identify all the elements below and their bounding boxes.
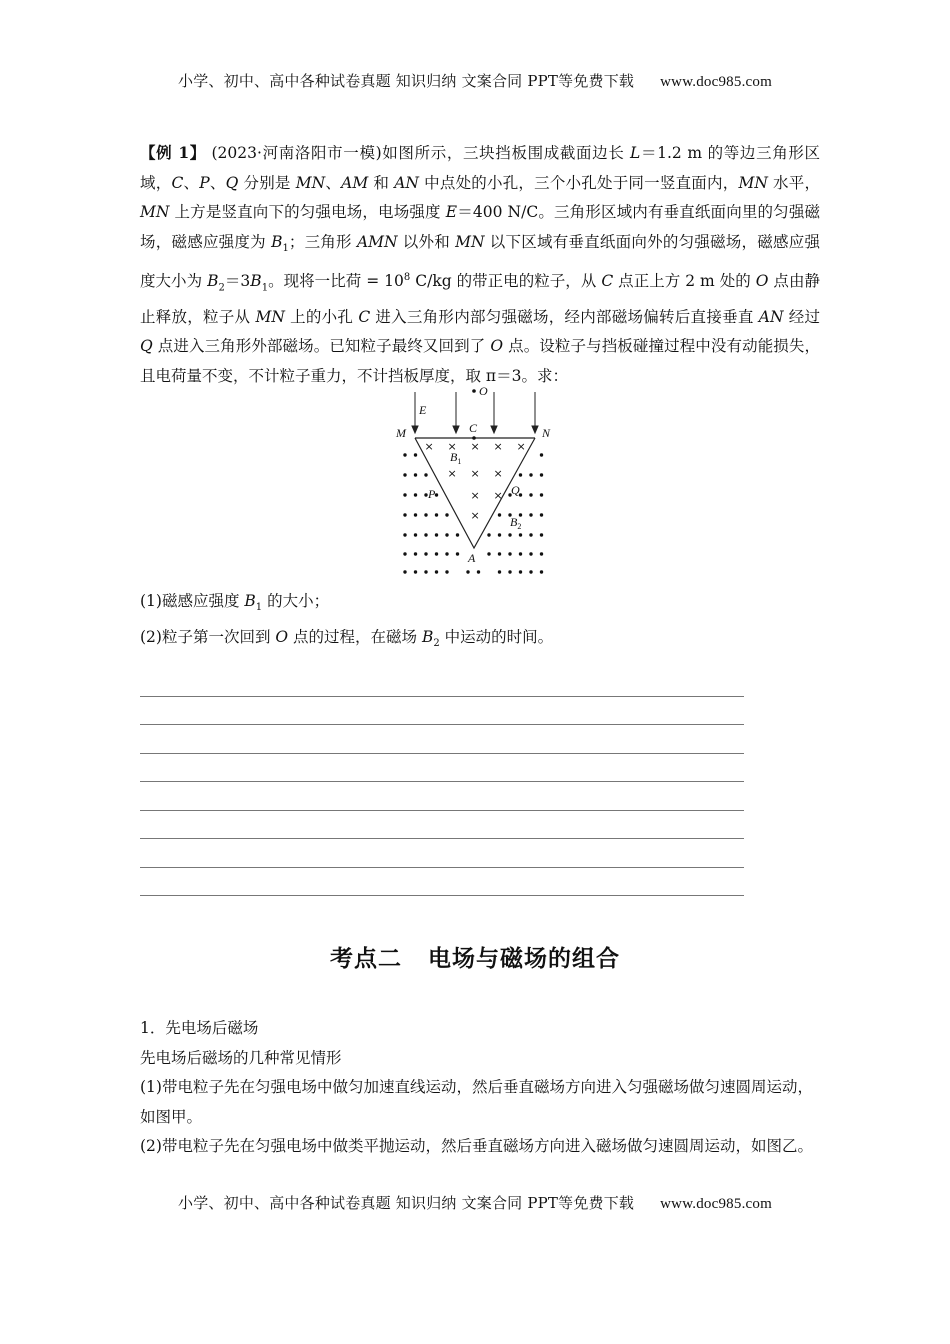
question-2: (2)粒子第一次回到 O 点的过程，在磁场 $B_2$ 中运动的时间。	[140, 627, 554, 649]
item-2: (2)带电粒子先在匀强电场中做类平抛运动，然后垂直磁场方向进入磁场做匀速圆周运动，如图乙。	[140, 1137, 813, 1155]
field-dot	[435, 552, 438, 555]
field-dot	[529, 552, 532, 555]
field-dot	[498, 570, 501, 573]
question-1: (1)磁感应强度 $B_1$ 的大小；	[140, 592, 330, 614]
field-dot	[498, 513, 501, 516]
field-dot	[435, 570, 438, 573]
field-dot	[456, 533, 459, 536]
field-dot	[529, 513, 532, 516]
answer-lines	[140, 668, 744, 896]
field-dot	[498, 533, 501, 536]
answer-line[interactable]	[140, 839, 744, 868]
answer-line[interactable]	[140, 868, 744, 897]
field-dot	[466, 570, 469, 573]
label-q: Q	[511, 483, 520, 497]
field-dot	[424, 533, 427, 536]
field-dot	[435, 513, 438, 516]
page-header	[0, 70, 950, 91]
label-a: A	[468, 551, 476, 565]
answer-line[interactable]	[140, 697, 744, 726]
point-o-dot	[472, 389, 476, 393]
field-dot	[414, 473, 417, 476]
label-b1: $B_1$	[450, 450, 462, 466]
section-title	[0, 940, 950, 973]
field-dot	[477, 570, 480, 573]
field-dot	[519, 552, 522, 555]
item-1: (1)带电粒子先在匀强电场中做匀加速直线运动，然后垂直磁场方向进入匀强磁场做匀速圆周运动，如图甲。	[140, 1078, 813, 1126]
field-dot	[414, 533, 417, 536]
page-footer	[0, 1192, 950, 1213]
header-site: www.doc985.com	[660, 74, 772, 90]
label-p: P	[428, 487, 436, 501]
label-o: O	[479, 384, 488, 398]
field-dot	[540, 552, 543, 555]
questions	[140, 587, 820, 658]
field-dot	[529, 473, 532, 476]
field-dot	[403, 473, 406, 476]
body-text	[140, 1014, 820, 1162]
field-dot	[403, 513, 406, 516]
field-dot	[403, 552, 406, 555]
example-1-text: 【例 1】 (2023·河南洛阳市一模)如图所示，三块挡板围成截面边长 L＝1.2 m 的等边三角形区域，C、P、Q 分别是 MN、AM 和 AN 中点处的小孔，三个小孔处于同一竖直面内，MN 水平，MN 上方是竖直向下的匀强电场，电场强度 E＝400 N/C。三角形区域内有垂直纸面向里的匀强磁场，磁感应强度为 $B_1$；三角形 AMN 以外和 MN 以下区域有垂直纸面向外的匀强磁场，磁感应强度大小为 $B_2=3B_1$。现将一比荷 = $10^8$ C/kg 的带正电的粒子，从 C 点正上方 2 m 处的 O 点由静止释放，粒子从 MN 上的小孔 C 进入三角形内部匀强磁场，经内部磁场偏转后直接垂直 AN 经过 Q 点进入三角形外部磁场。已知粒子最终又回到了 O 点。设粒子与挡板碰撞过程中没有动能损失，且电荷量不变，不计粒子重力，不计挡板厚度，取 π＝3。求：	[140, 143, 821, 385]
example-tag: 【例 1】	[140, 143, 206, 162]
field-dot	[456, 552, 459, 555]
answer-line[interactable]	[140, 725, 744, 754]
section-number: 考点二	[330, 946, 402, 972]
answer-line[interactable]	[140, 782, 744, 811]
field-dot	[540, 493, 543, 496]
field-cross: ×	[516, 440, 526, 453]
field-cross: ×	[493, 489, 503, 502]
field-dot	[403, 533, 406, 536]
field-dot	[529, 570, 532, 573]
answer-line[interactable]	[140, 811, 744, 840]
field-dot	[414, 552, 417, 555]
footer-site: www.doc985.com	[660, 1196, 772, 1212]
section-heading: 电场与磁场的组合	[428, 946, 620, 972]
field-dot	[445, 552, 448, 555]
field-dot	[519, 533, 522, 536]
intro-line: 先电场后磁场的几种常见情形	[140, 1048, 342, 1067]
footer-text: 小学、初中、高中各种试卷真题 知识归纳 文案合同 PPT等免费下载	[178, 1194, 635, 1212]
field-dot	[414, 453, 417, 456]
answer-line[interactable]	[140, 754, 744, 783]
field-dot	[424, 513, 427, 516]
field-dot	[435, 533, 438, 536]
field-cross: ×	[424, 440, 434, 453]
field-dot	[414, 513, 417, 516]
field-dot	[445, 513, 448, 516]
field-dot	[424, 552, 427, 555]
physics-diagram	[390, 382, 560, 582]
field-dot	[529, 493, 532, 496]
label-n: N	[542, 426, 551, 440]
field-dot	[403, 570, 406, 573]
field-dot	[519, 513, 522, 516]
field-dot	[424, 570, 427, 573]
field-dot	[424, 473, 427, 476]
hole-c-dot	[472, 436, 476, 440]
answer-line[interactable]	[140, 668, 744, 697]
field-dot	[508, 570, 511, 573]
field-cross: ×	[493, 440, 503, 453]
field-dot	[445, 533, 448, 536]
field-dot	[540, 453, 543, 456]
field-dot	[445, 570, 448, 573]
field-dot	[508, 533, 511, 536]
label-c: C	[469, 421, 478, 435]
field-cross: ×	[447, 467, 457, 480]
field-cross: ×	[470, 467, 480, 480]
field-dot	[519, 570, 522, 573]
label-e: E	[419, 403, 427, 417]
field-dot	[540, 533, 543, 536]
field-dot	[414, 493, 417, 496]
field-dot	[403, 493, 406, 496]
field-cross: ×	[470, 440, 480, 453]
field-dot	[519, 473, 522, 476]
field-dot	[498, 552, 501, 555]
field-dot	[508, 552, 511, 555]
field-dot	[414, 570, 417, 573]
label-m: M	[396, 426, 406, 440]
field-cross: ×	[493, 467, 503, 480]
field-cross: ×	[447, 440, 457, 453]
field-cross: ×	[470, 509, 480, 522]
label-b2: $B_2$	[510, 515, 522, 531]
field-dot	[540, 473, 543, 476]
field-dot	[487, 552, 490, 555]
field-dot	[529, 533, 532, 536]
field-cross: ×	[470, 489, 480, 502]
field-dot	[540, 570, 543, 573]
field-dot	[487, 533, 490, 536]
field-dot	[540, 513, 543, 516]
subheading-1: 1．先电场后磁场	[140, 1019, 259, 1037]
header-text: 小学、初中、高中各种试卷真题 知识归纳 文案合同 PPT等免费下载	[178, 72, 635, 90]
field-dot	[403, 453, 406, 456]
